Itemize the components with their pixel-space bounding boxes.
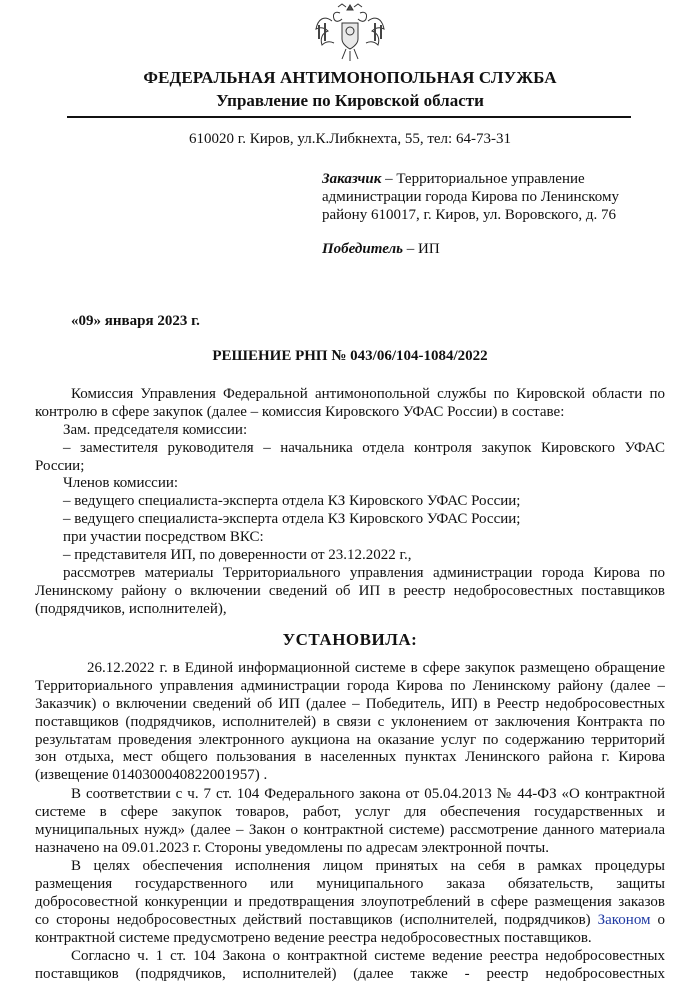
text-line: Комиссия Управления Федеральной антимонопольной службы по Кировской области по xyxy=(71,386,665,402)
customer-line: Территориальное управление xyxy=(396,171,585,187)
text-line: зон отдыха, мест общего пользования в населенных пунктах Ленинского района г. Кирова xyxy=(35,749,665,766)
text-line: поставщиков (подрядчиков, исполнителей) (далее также - реестр недобросовестных xyxy=(35,965,665,982)
text-line: В целях обеспечения исполнения лицом принятых на себя в рамках процедуры xyxy=(71,858,665,874)
body-paragraph-1 xyxy=(35,660,665,785)
customer-dash: – xyxy=(381,171,397,187)
text-line: (извещение 0140300040822001957) . xyxy=(35,767,268,784)
text-line: контрактной системе предусмотрено ведение реестра недобросовестных поставщиков. xyxy=(35,929,592,946)
text-line: Согласно ч. 1 ст. 104 Закона о контрактной системе ведение реестра недобросовестных xyxy=(71,948,665,964)
commission-block xyxy=(35,386,665,619)
decision-title: РЕШЕНИЕ РНП № 043/06/104-1084/2022 xyxy=(212,348,488,364)
text-line: размещения государственного или муниципального заказа обязательств, защиты xyxy=(35,875,665,892)
winner-block xyxy=(322,240,440,258)
org-address: 610020 г. Киров, ул.К.Либкнехта, 55, тел: 64-73-31 xyxy=(189,131,511,147)
text-line: системе в сфере закупок товаров, работ, услуг для обеспечения государственных и xyxy=(35,803,665,820)
body-paragraph-2 xyxy=(35,786,665,858)
winner-text: – ИП xyxy=(403,241,440,257)
text-line: В соответствии с ч. 7 ст. 104 Федерального закона от 05.04.2013 № 44-ФЗ «О контрактной xyxy=(71,786,665,802)
text-line: при участии посредством ВКС: xyxy=(63,529,264,546)
customer-line: администрации города Кирова по Ленинскому xyxy=(322,188,619,205)
text-line: результатам проведения электронного аукциона на оказание услуг по содержанию территорий xyxy=(35,731,665,748)
text-line: рассмотрев материалы Территориального управления администрации города Кирова по xyxy=(63,564,665,581)
text-line: добросовестной конкуренции и предотвращения злоупотреблений в сфере размещения заказов xyxy=(35,893,665,910)
text-line: контролю в сфере закупок (далее – комиссия Кировского УФАС России) в составе: xyxy=(35,403,565,420)
law-link[interactable]: Законом xyxy=(597,911,651,928)
coat-of-arms-icon xyxy=(310,1,390,63)
org-subtitle: Управление по Кировской области xyxy=(216,91,484,110)
text-line: (подрядчиков, исполнителей), xyxy=(35,600,227,617)
text-line: России; xyxy=(35,457,85,474)
body-paragraph-4 xyxy=(35,948,665,984)
text-line: поставщиков (подрядчиков, исполнителей) в связи с уклонением от заключения Контракта по xyxy=(35,713,665,730)
text-line: – ведущего специалиста-эксперта отдела КЗ Кировского УФАС России; xyxy=(63,493,521,510)
text-line-with-link xyxy=(35,912,665,930)
header-divider xyxy=(67,116,631,118)
text-line: – представителя ИП, по доверенности от 23.12.2022 г., xyxy=(63,547,412,564)
text-line: – заместителя руководителя – начальника отдела контроля закупок Кировского УФАС xyxy=(63,439,665,456)
text-line: 26.12.2022 г. в Единой информационной системе в сфере закупок размещено обращение xyxy=(87,660,665,676)
text-line: – ведущего специалиста-эксперта отдела КЗ Кировского УФАС России; xyxy=(63,511,521,528)
text-fragment: со стороны недобросовестных действий поставщиков (исполнителей, подрядчиков) xyxy=(35,911,598,928)
text-line: Ленинскому району о включении сведений об ИП в реестр недобросовестных поставщиков xyxy=(35,582,665,599)
customer-line: району 610017, г. Киров, ул. Воровского, д. 76 xyxy=(322,206,616,223)
section-heading-established: УСТАНОВИЛА: xyxy=(282,630,418,649)
text-line: Заказчик) о включении сведений об ИП (далее – Победитель, ИП) в Реестр недобросовестных xyxy=(35,695,665,712)
customer-label: Заказчик xyxy=(322,171,382,187)
winner-label: Победитель xyxy=(322,241,404,257)
org-title: ФЕДЕРАЛЬНАЯ АНТИМОНОПОЛЬНАЯ СЛУЖБА xyxy=(143,68,557,87)
decision-date: «09» января 2023 г. xyxy=(71,313,200,329)
text-line: муниципальных нужд» (далее – Закон о контрактной системе) рассмотрение данного материала xyxy=(35,821,665,838)
text-line: Территориального управления администрации города Кирова по Ленинскому району (далее – xyxy=(35,677,665,694)
customer-block xyxy=(322,170,652,224)
text-line: Членов комиссии: xyxy=(63,475,179,492)
text-line: назначено на 09.01.2023 г. Стороны уведомлены по адресам электронной почты. xyxy=(35,839,550,856)
text-line: Зам. председателя комиссии: xyxy=(63,421,248,438)
body-paragraph-3 xyxy=(35,858,665,947)
text-fragment: о xyxy=(650,911,665,928)
